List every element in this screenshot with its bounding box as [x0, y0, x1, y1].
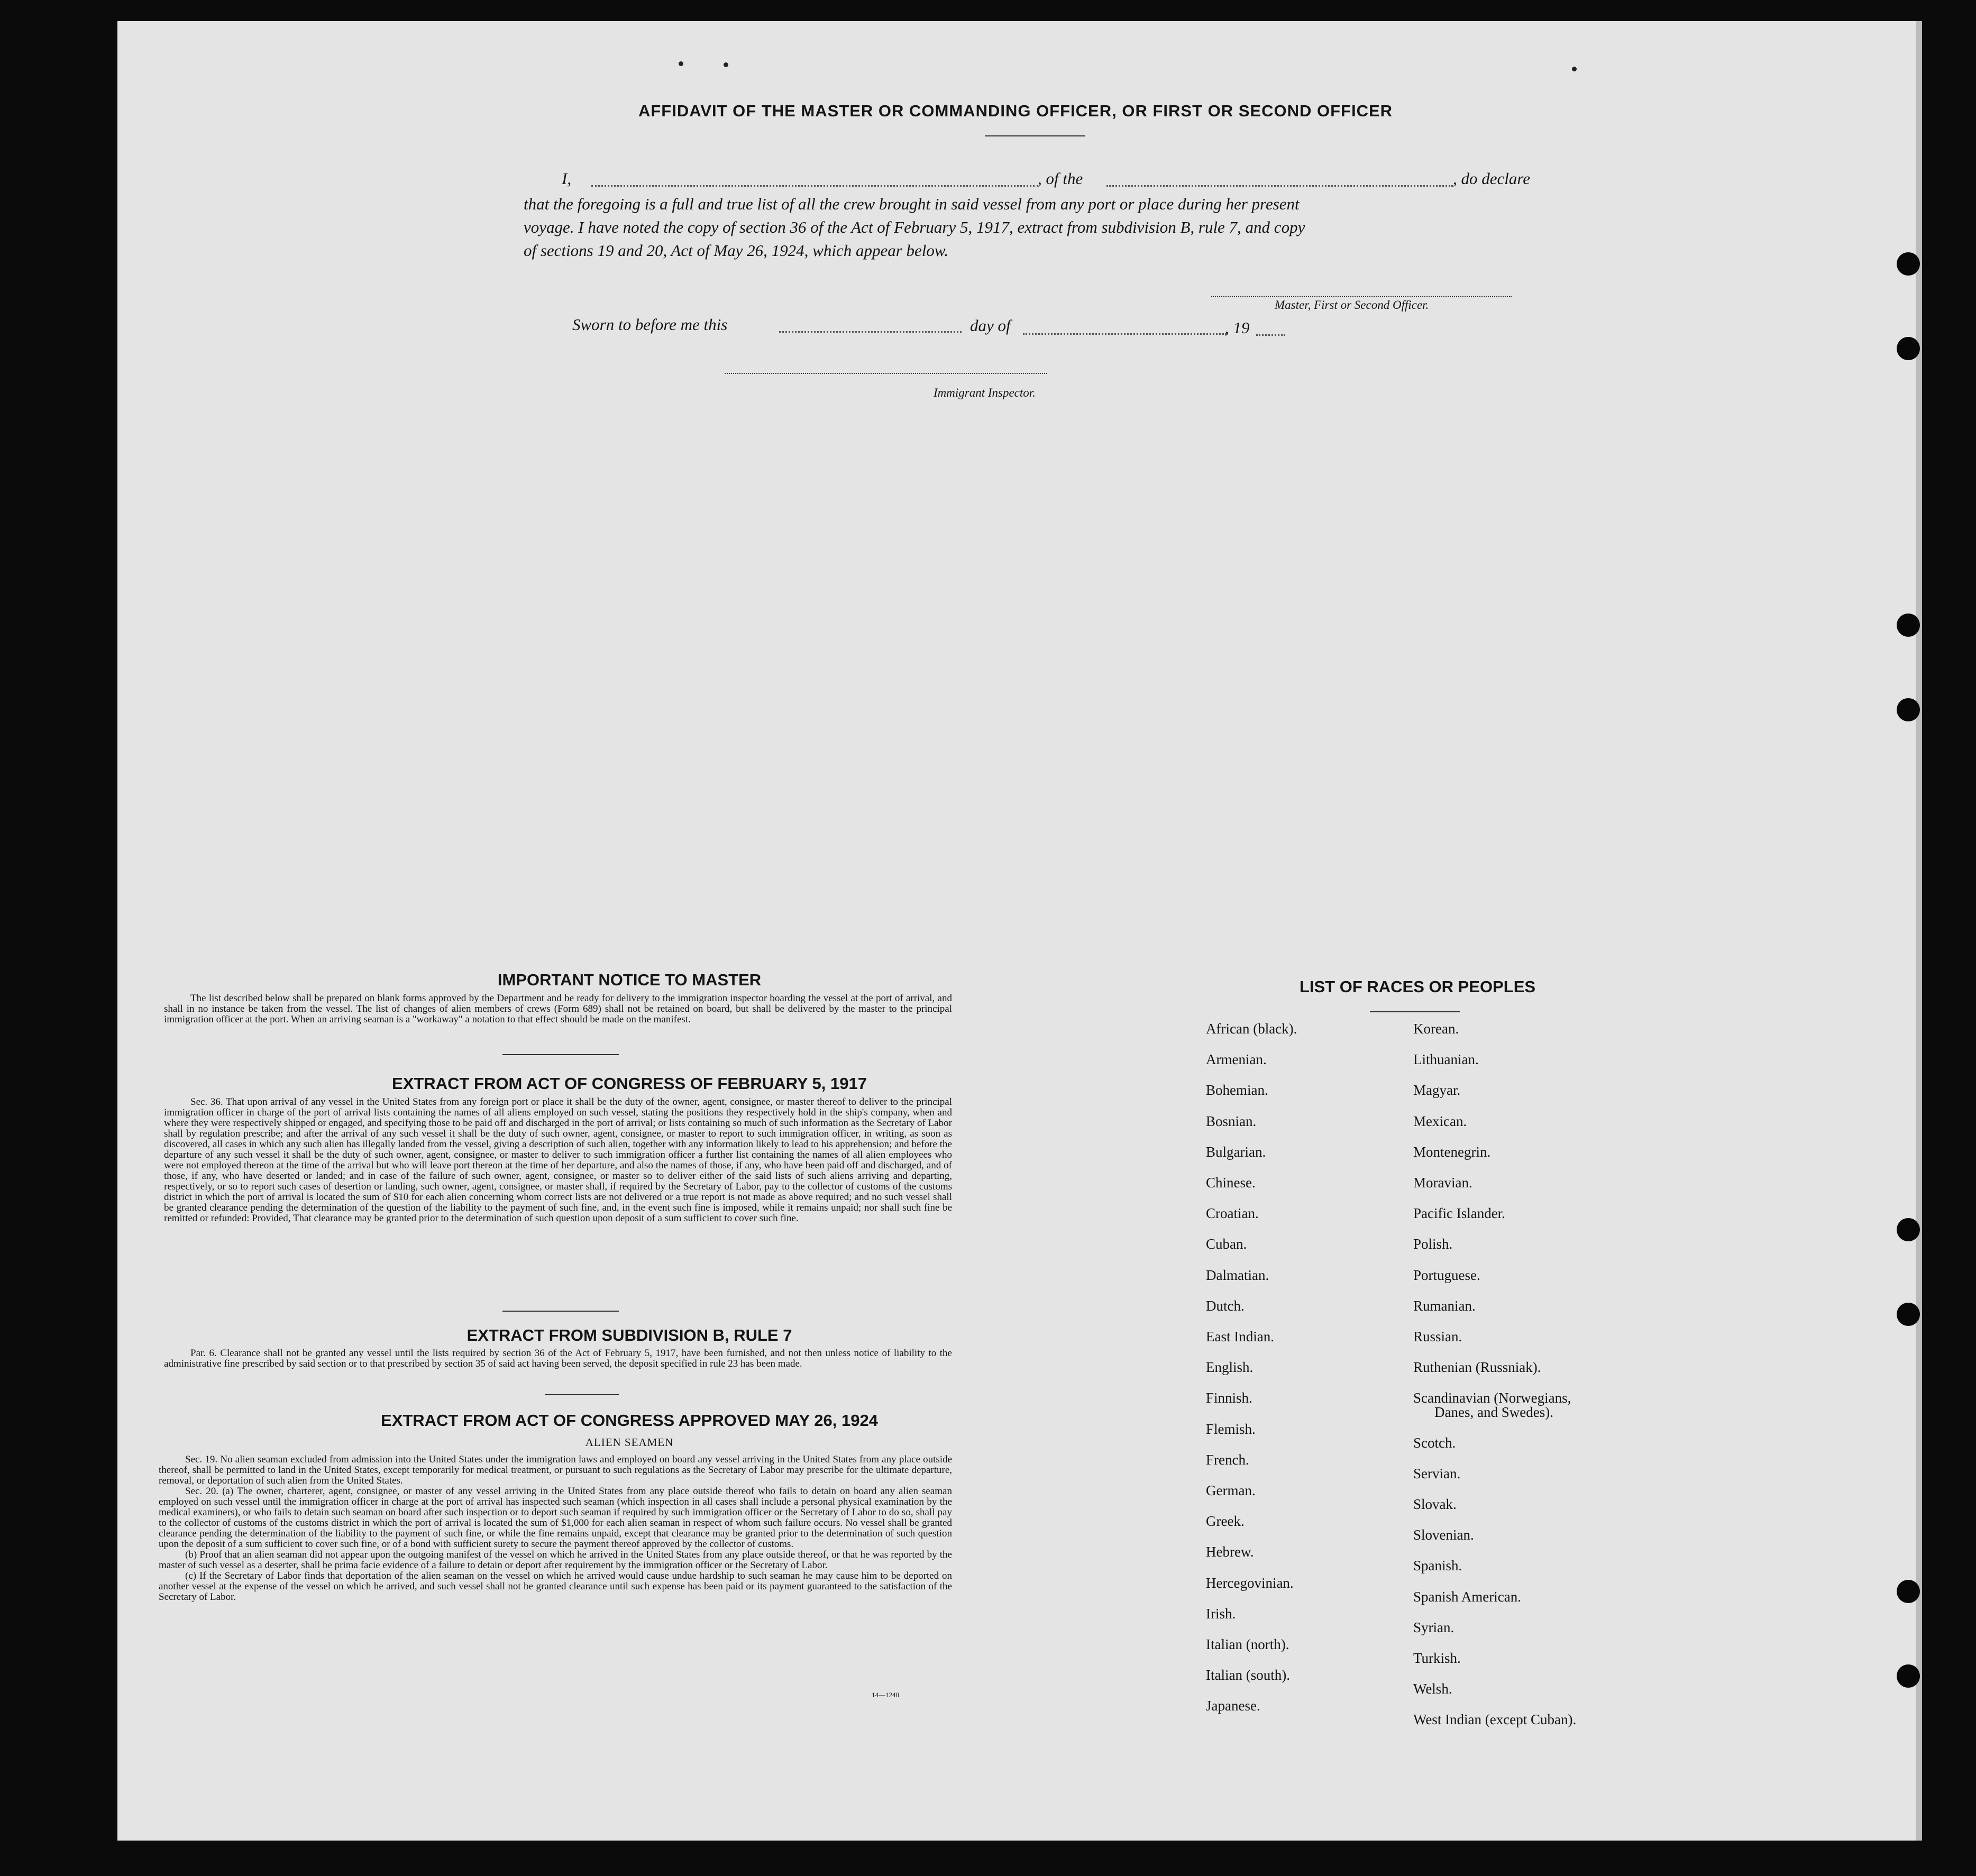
race-item: Dalmatian. [1206, 1267, 1269, 1283]
race-item: African (black). [1206, 1021, 1297, 1037]
form-number: 14—1240 [872, 1691, 899, 1699]
alien-seamen-subtitle: ALIEN SEAMEN [585, 1436, 674, 1449]
race-item: Spanish. [1413, 1558, 1462, 1574]
race-item: Croatian. [1206, 1205, 1259, 1222]
binder-hole [1897, 1218, 1920, 1241]
notice-title: IMPORTANT NOTICE TO MASTER [497, 971, 762, 989]
extract-1917-title: EXTRACT FROM ACT OF CONGRESS OF FEBRUARY 5, 1917 [392, 1074, 867, 1093]
subdivision-b-body: Par. 6. Clearance shall not be granted any vessel until the lists required by section 36 of the Act of February 5, 1917, have been furnished, and not then unless notice of liability to the administrative fine prescribed by said section or to that prescribed by section 35 of said act having been served, the deposit specified in rule 23 has been made. [164, 1348, 952, 1369]
race-item: Dutch. [1206, 1297, 1245, 1314]
race-item: Turkish. [1413, 1650, 1461, 1666]
race-item: Syrian. [1413, 1619, 1454, 1635]
divider [502, 1311, 619, 1312]
race-item: Montenegrin. [1413, 1143, 1491, 1160]
inspector-label: Immigrant Inspector. [934, 386, 1036, 399]
extract-1924-title: EXTRACT FROM ACT OF CONGRESS APPROVED MAY 26, 1924 [381, 1411, 878, 1430]
race-item: Portuguese. [1413, 1267, 1480, 1283]
race-item: Slovenian. [1413, 1527, 1474, 1543]
race-item: French. [1206, 1451, 1249, 1468]
affidavit-do-declare-label: , do declare [1453, 169, 1531, 188]
extract-1924-body [159, 1454, 952, 1603]
race-item: Mexican. [1413, 1113, 1467, 1129]
race-item: Japanese. [1206, 1698, 1260, 1714]
subdivision-b-title: EXTRACT FROM SUBDIVISION B, RULE 7 [466, 1326, 792, 1344]
race-item: German. [1206, 1483, 1256, 1498]
binder-hole [1897, 1664, 1920, 1688]
binder-hole [1897, 252, 1920, 276]
race-item: Bulgarian. [1206, 1143, 1266, 1160]
inspector-signature-line[interactable] [725, 373, 1047, 374]
races-underline [1370, 1011, 1460, 1012]
sec-20-a: Sec. 20. (a) The owner, charterer, agent, consignee, or master of any vessel arriving in the United States from any place outside thereof who fails to detain on board any alien seaman employed on such vessel until the immigration officer in charge at the port of arrival has inspected such seaman (which inspection in all cases shall include a personal physical examination by the medical examiners), or who fails to detain such seaman on board after such inspection or to deport such seaman if required by such immigration officer or the Secretary of Labor to do so, shall pay to the collector of customs of the customs district in which the port of arrival is located the sum of $1,000 for each alien seaman in respect of whom such failure occurs. No vessel shall be granted clearance pending the determination of the liability to the payment of such fine, or while the fine remains unpaid, except that clearance may be granted prior to the determination of such question upon the deposit of a sum sufficient to cover such fine, or of a bond with sufficient surety to secure the payment thereof approved by the collector of customs. [159, 1486, 952, 1550]
race-item: Russian. [1413, 1329, 1462, 1344]
race-item: Slovak. [1413, 1496, 1457, 1512]
race-item: Lithuanian. [1413, 1051, 1479, 1068]
affidavit-i-label: I, [562, 169, 572, 188]
race-item: Servian. [1413, 1465, 1461, 1481]
race-item: East Indian. [1206, 1329, 1274, 1344]
signature-line[interactable] [1211, 296, 1512, 297]
affidavit-body [524, 193, 1550, 262]
race-item: Bosnian. [1206, 1113, 1257, 1129]
speck [679, 61, 683, 66]
race-item: Pacific Islander. [1413, 1205, 1505, 1222]
signature-label: Master, First or Second Officer. [1275, 298, 1429, 312]
extract-1917-body: Sec. 36. That upon arrival of any vessel in the United States from any foreign port or place it shall be the duty of the owner, agent, consignee, or master thereof to deliver to the principal immigration officer in charge of the port of arrival lists containing the names of all aliens employed on such vessel, stating the positions they respectively hold in the ship's company, when and where they were respectively shipped or engaged, and specifying those to be paid off and discharged in the port of arrival; or lists containing so much of such information as the Secretary of Labor shall by regulation prescribe; and after the arrival of any such vessel it shall be the duty of such owner, agent, consignee, or master to report to such immigration officer, in writing, as soon as discovered, all cases in which any such alien has illegally landed from the vessel, giving a description of such alien, together with any information likely to lead to his apprehension; and before the departure of any such vessel it shall be the duty of such owner, agent, consignee, or master to deliver to such immigration officer a further list containing the names of all alien employees who were not employed thereon at the time of the arrival but who will leave port thereon at the time of her departure, and also the names of those, if any, who have been paid off and discharged, and of those, if any, who have deserted or landed; and in case of the failure of such owner, agent, consignee, or master so to deliver either of the said lists of such aliens arriving and departing, respectively, or so to report such cases of desertion or landing, such owner, agent, consignee, or master shall, if required by the Secretary of Labor, pay to the collector of customs of the customs district in which the port of arrival is located the sum of $10 for each alien concerning whom correct lists are not delivered or a true report is not made as above required; and no such vessel shall be granted clearance pending the determination of the question of the liability to the payment of such fine, and, in the event such fine is imposed, while it remains unpaid; nor shall such fine be remitted or refunded: Provided, That clearance may be granted prior to the determination of such question upon deposit of a sum sufficient to cover such fine. [164, 1096, 952, 1224]
race-item: Danes, and Swedes). [1434, 1404, 1553, 1420]
notice-body: The list described below shall be prepared on blank forms approved by the Department and be ready for delivery to the immigration inspector boarding the vessel at the port of arrival, and shall in no instance be taken from the vessel. The list of changes of alien members of crews (Form 689) shall not be retained on board, but shall be delivered by the master to the principal immigration officer at the port. When an arriving seaman is a "workaway" a notation to that effect should be made on the manifest. [164, 993, 952, 1025]
race-item: Italian (south). [1206, 1667, 1290, 1683]
divider [545, 1394, 619, 1395]
sec-20-c: (c) If the Secretary of Labor finds that deportation of the alien seaman on the vessel on which he arrived would cause undue hardship to such seaman he may cause him to be deported on another vessel at the expense of the vessel on which he arrived, and such vessel shall not be granted clearance until such expense has been paid or its payment guaranteed to the satisfaction of the Secretary of Labor. [159, 1570, 952, 1603]
name-blank[interactable] [591, 185, 1038, 187]
year-prefix: , 19 [1225, 318, 1250, 337]
race-item: Irish. [1206, 1605, 1236, 1622]
race-item: Hercegovinian. [1206, 1575, 1294, 1591]
race-item: Ruthenian (Russniak). [1413, 1359, 1541, 1376]
race-item: Flemish. [1206, 1421, 1256, 1437]
binder-hole [1897, 1580, 1920, 1603]
affidavit-line-3: voyage. I have noted the copy of section 36 of the Act of February 5, 1917, extract from subdivision B, rule 7, and copy [524, 218, 1305, 236]
races-title: LIST OF RACES OR PEOPLES [1299, 977, 1536, 996]
race-item: Cuban. [1206, 1236, 1247, 1252]
vessel-blank[interactable] [1106, 185, 1453, 187]
race-item: Scandinavian (Norwegians, [1413, 1390, 1571, 1406]
race-item: Armenian. [1206, 1051, 1267, 1068]
page-edge [1916, 21, 1922, 1841]
race-item: Spanish American. [1413, 1588, 1521, 1605]
binder-hole [1897, 614, 1920, 637]
binder-hole [1897, 337, 1920, 360]
race-item: Scotch. [1413, 1434, 1456, 1451]
race-item: Italian (north). [1206, 1636, 1289, 1652]
race-item: English. [1206, 1359, 1254, 1376]
sworn-text: Sworn to before me this [572, 315, 728, 334]
year-blank[interactable] [1256, 334, 1285, 336]
title-underline [985, 135, 1085, 136]
affidavit-line-4: of sections 19 and 20, Act of May 26, 1924, which appear below. [524, 241, 949, 260]
race-item: Greek. [1206, 1513, 1245, 1530]
race-item: Korean. [1413, 1021, 1459, 1037]
race-item: Bohemian. [1206, 1082, 1268, 1099]
affidavit-line-2: that the foregoing is a full and true list of all the crew brought in said vessel from any port or place during her present [524, 195, 1300, 213]
race-item: Chinese. [1206, 1175, 1256, 1191]
divider [502, 1054, 619, 1055]
binder-hole [1897, 698, 1920, 721]
race-item: Polish. [1413, 1236, 1453, 1252]
race-item: Moravian. [1413, 1175, 1472, 1191]
races-list [1206, 1021, 1629, 1735]
race-item: Magyar. [1413, 1082, 1461, 1099]
day-of-label: day of [970, 316, 1011, 335]
day-blank[interactable] [779, 331, 962, 333]
race-item: West Indian (except Cuban). [1413, 1712, 1577, 1728]
month-blank[interactable] [1023, 333, 1227, 335]
race-item: Finnish. [1206, 1390, 1252, 1406]
speck [1572, 67, 1577, 71]
sec-19: Sec. 19. No alien seaman excluded from admission into the United States under the immigration laws and employed on board any vessel arriving in the United States from any place outside thereof, shall be permitted to land in the United States, except temporarily for medical treatment, or pursuant to such regulations as the Secretary of Labor may prescribe for the ultimate departure, removal, or deportation of such alien from the United States. [159, 1454, 952, 1486]
affidavit-title: AFFIDAVIT OF THE MASTER OR COMMANDING OFFICER, OR FIRST OR SECOND OFFICER [638, 102, 1393, 120]
affidavit-of-the-label: , of the [1038, 169, 1083, 188]
sec-20-b: (b) Proof that an alien seaman did not appear upon the outgoing manifest of the vessel on which he arrived in the United States from any place outside thereof, or that he was reported by the master of such vessel as a deserter, shall be prima facie evidence of a failure to detain or deport after requirement by the immigration officer or the Secretary of Labor. [159, 1549, 952, 1571]
binder-hole [1897, 1303, 1920, 1326]
race-item: Hebrew. [1206, 1544, 1254, 1560]
race-item: Rumanian. [1413, 1297, 1476, 1314]
speck [724, 62, 728, 67]
race-item: Welsh. [1413, 1681, 1452, 1697]
